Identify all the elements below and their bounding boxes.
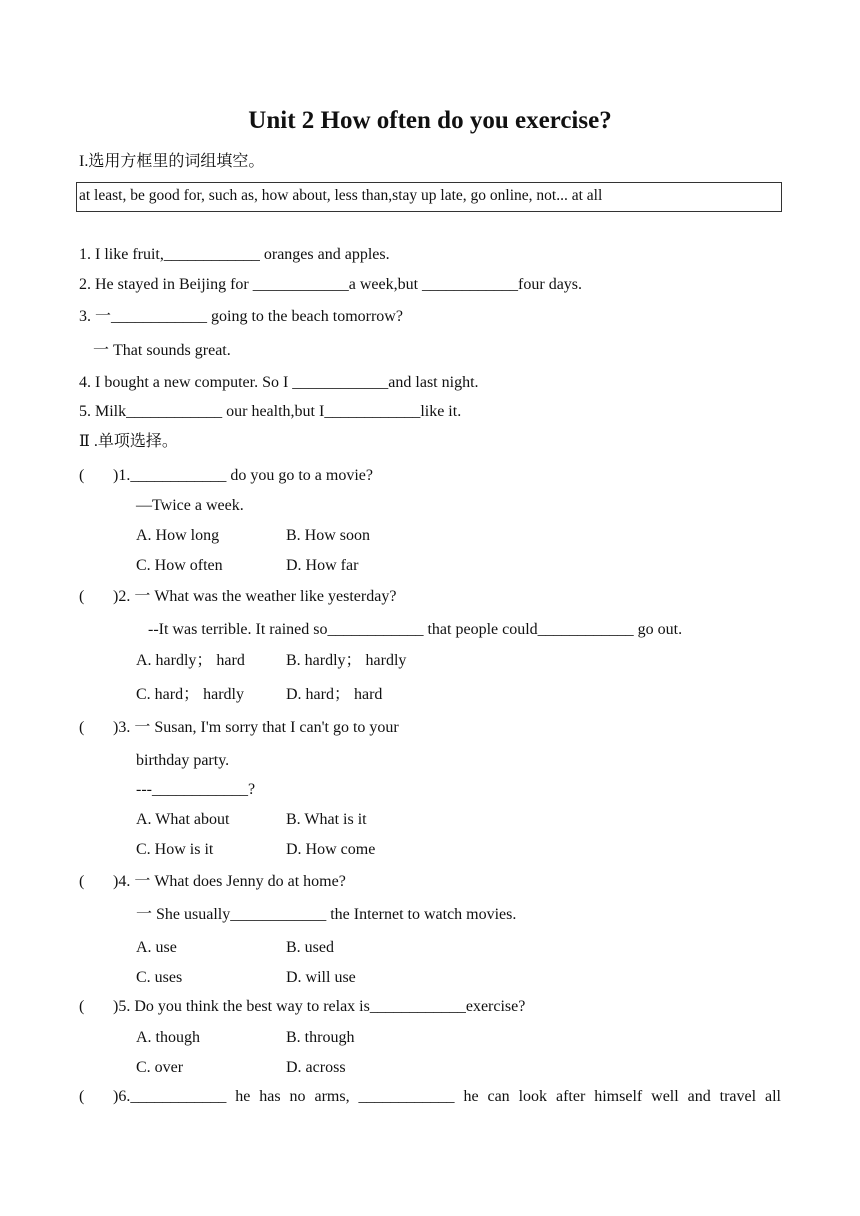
q2-option-d: D. hard； hard [286,686,383,703]
q1-option-b: B. How soon [286,527,371,544]
q3-reply: ---____________? [136,781,256,798]
q2-option-a: A. hardly； hard [136,652,245,669]
q1-reply: —Twice a week. [136,497,244,514]
page-title: Unit 2 How often do you exercise? [248,107,612,134]
q1-stem: )1.____________ do you go to a movie? [113,467,373,484]
q6-stem: )6.____________ he has no arms, ____________ he can look after himself well and travel all [113,1088,781,1105]
q5-option-b: B. through [286,1029,355,1046]
part1-item-3: 3. 一____________ going to the beach tomorrow? [79,308,403,325]
q1-option-a: A. How long [136,527,220,544]
part1-item-1: 1. I like fruit,____________ oranges and apples. [79,246,390,263]
answer-paren-6: ( [79,1088,85,1105]
q4-stem: )4. 一 What does Jenny do at home? [113,873,346,890]
q3-stem-continued: birthday party. [136,752,230,769]
part1-heading: I.选用方框里的词组填空。 [79,153,265,170]
q5-option-c: C. over [136,1059,184,1076]
q4-option-a: A. use [136,939,177,956]
part1-item-3-reply: 一 That sounds great. [93,342,231,359]
q5-option-a: A. though [136,1029,200,1046]
q1-option-d: D. How far [286,557,359,574]
answer-paren-5: ( [79,998,85,1015]
q2-option-b: B. hardly； hardly [286,652,407,669]
q3-stem: )3. 一 Susan, I'm sorry that I can't go to your [113,719,399,736]
part1-item-5: 5. Milk____________ our health,but I____________like it. [79,403,462,420]
q3-option-a: A. What about [136,811,230,828]
part2-heading: Ⅱ .单项选择。 [79,433,178,450]
q3-option-d: D. How come [286,841,376,858]
answer-paren-2: ( [79,588,85,605]
q2-option-c: C. hard； hardly [136,686,244,703]
q3-option-b: B. What is it [286,811,367,828]
q5-stem: )5. Do you think the best way to relax is____________exercise? [113,998,526,1015]
q4-option-d: D. will use [286,969,356,986]
q2-reply: --It was terrible. It rained so____________ that people could____________ go out. [148,621,683,638]
q4-option-c: C. uses [136,969,183,986]
q4-option-b: B. used [286,939,334,956]
answer-paren-4: ( [79,873,85,890]
word-box: at least, be good for, such as, how about, less than,stay up late, go online, not... at all [76,182,782,212]
part1-item-4: 4. I bought a new computer. So I ____________and last night. [79,374,479,391]
q2-stem: )2. 一 What was the weather like yesterday? [113,588,397,605]
q5-option-d: D. across [286,1059,346,1076]
answer-paren-3: ( [79,719,85,736]
answer-paren-1: ( [79,467,85,484]
q3-option-c: C. How is it [136,841,214,858]
part1-item-2: 2. He stayed in Beijing for ____________a week,but ____________four days. [79,276,583,293]
q4-reply: 一 She usually____________ the Internet to watch movies. [136,906,517,923]
q1-option-c: C. How often [136,557,223,574]
